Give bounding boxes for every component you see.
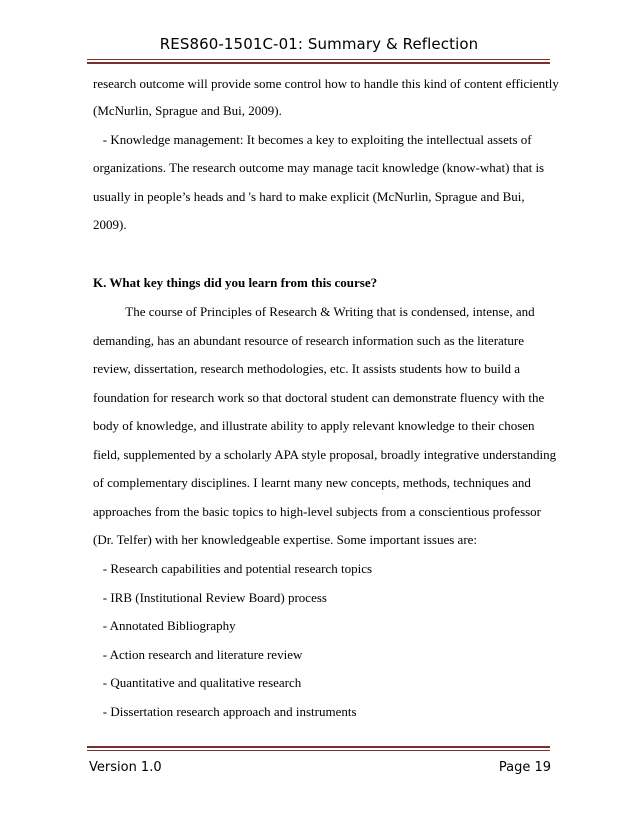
paragraph-line: of complementary disciplines. I learnt many new concepts, methods, techniques and (93, 475, 531, 490)
paragraph-line: field, supplemented by a scholarly APA style proposal, broadly integrative understanding (93, 447, 557, 462)
section-heading: K. What key things did you learn from this course? (93, 275, 378, 290)
footer-page-number: Page 19 (498, 760, 551, 775)
body-line: (McNurlin, Sprague and Bui, 2009). (93, 103, 282, 118)
body-line: usually in people’s heads and 's hard to make explicit (McNurlin, Sprague and Bui, (93, 189, 525, 204)
paragraph-line: approaches from the basic topics to high-level subjects from a conscientious professor (93, 504, 542, 519)
list-item: - Research capabilities and potential research topics (93, 561, 373, 576)
footer-rule-thick (87, 746, 550, 748)
body-line: organizations. The research outcome may manage tacit knowledge (know-what) that is (93, 160, 545, 175)
paragraph-line: foundation for research work so that doctoral student can demonstrate fluency with the (93, 390, 545, 405)
header-rule-thin (87, 59, 550, 60)
paragraph-line: body of knowledge, and illustrate ability to apply relevant knowledge to their chosen (93, 418, 535, 433)
list-item: - Annotated Bibliography (93, 618, 236, 633)
body-line: - Knowledge management: It becomes a key to exploiting the intellectual assets of (93, 132, 532, 147)
footer-version: Version 1.0 (89, 760, 162, 775)
list-item: - Dissertation research approach and instruments (93, 704, 357, 719)
list-item: - Action research and literature review (93, 647, 303, 662)
body-line: 2009). (93, 217, 127, 232)
paragraph-line: review, dissertation, research methodologies, etc. It assists students how to build a (93, 361, 520, 376)
list-item: - Quantitative and qualitative research (93, 675, 302, 690)
header-rule-thick (87, 62, 550, 64)
body-line: research outcome will provide some control how to handle this kind of content efficiently (93, 76, 559, 91)
paragraph-line: demanding, has an abundant resource of research information such as the literature (93, 333, 524, 348)
page-header-title: RES860-1501C-01: Summary & Reflection (159, 35, 479, 53)
footer-rule-thin (87, 750, 550, 751)
paragraph-line: The course of Principles of Research & Writing that is condensed, intense, and (93, 304, 535, 319)
paragraph-line: (Dr. Telfer) with her knowledgeable expertise. Some important issues are: (93, 532, 478, 547)
list-item: - IRB (Institutional Review Board) process (93, 590, 327, 605)
